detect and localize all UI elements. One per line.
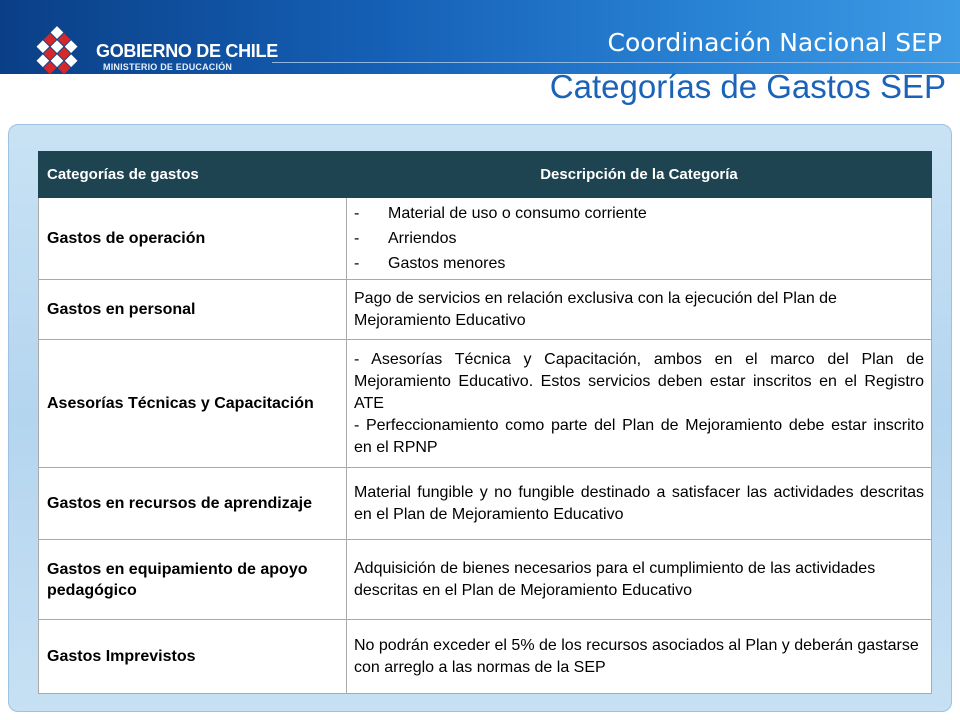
- description-paragraph: - Perfeccionamiento como parte del Plan de Mejoramiento debe estar inscrito en el RPNP: [354, 416, 924, 456]
- list-item: - Material de uso o consumo corriente: [354, 205, 647, 222]
- category-cell: Gastos en personal: [39, 280, 347, 340]
- description-cell: Pago de servicios en relación exclusiva con la ejecución del Plan de Mejoramiento Educativo: [347, 280, 932, 340]
- gov-title: GOBIERNO DE CHILE: [96, 41, 278, 61]
- table-row: [39, 468, 932, 540]
- table-row: [39, 540, 932, 620]
- gobierno-logo-icon: [26, 22, 88, 84]
- description-paragraph: - Asesorías Técnica y Capacitación, ambos en el marco del Plan de Mejoramiento Educativo. Estos servicios deben estar inscritos en el Registro ATE: [354, 350, 924, 412]
- table-header-row: [39, 152, 932, 198]
- coordination-label: Coordinación Nacional SEP: [607, 28, 942, 57]
- categories-table: [38, 151, 932, 694]
- gov-subtitle: MINISTERIO DE EDUCACIÓN: [103, 62, 233, 72]
- category-cell: Gastos de operación: [39, 198, 347, 280]
- table-row: [39, 340, 932, 468]
- description-cell: [347, 340, 932, 468]
- description-cell: Material fungible y no fungible destinado a satisfacer las actividades descritas en el Plan de Mejoramiento Educativo: [347, 468, 932, 540]
- table-row: [39, 280, 932, 340]
- header-category: Categorías de gastos: [39, 152, 347, 198]
- header-description: Descripción de la Categoría: [347, 152, 932, 198]
- list-item: - Gastos menores: [354, 255, 506, 272]
- category-cell: Asesorías Técnicas y Capacitación: [39, 340, 347, 468]
- table-row: [39, 198, 932, 280]
- list-item: - Arriendos: [354, 230, 457, 247]
- table-row: [39, 620, 932, 694]
- category-cell: Gastos en recursos de aprendizaje: [39, 468, 347, 540]
- header-divider: [272, 62, 960, 63]
- description-cell: Adquisición de bienes necesarios para el cumplimiento de las actividades descritas en el Plan de Mejoramiento Educativo: [347, 540, 932, 620]
- slide-title: Categorías de Gastos SEP: [549, 68, 946, 105]
- description-cell: [347, 198, 932, 280]
- category-cell: Gastos Imprevistos: [39, 620, 347, 694]
- category-cell: Gastos en equipamiento de apoyo pedagógico: [39, 540, 347, 620]
- item-list: [354, 201, 924, 276]
- description-cell: No podrán exceder el 5% de los recursos asociados al Plan y deberán gastarse con arreglo a las normas de la SEP: [347, 620, 932, 694]
